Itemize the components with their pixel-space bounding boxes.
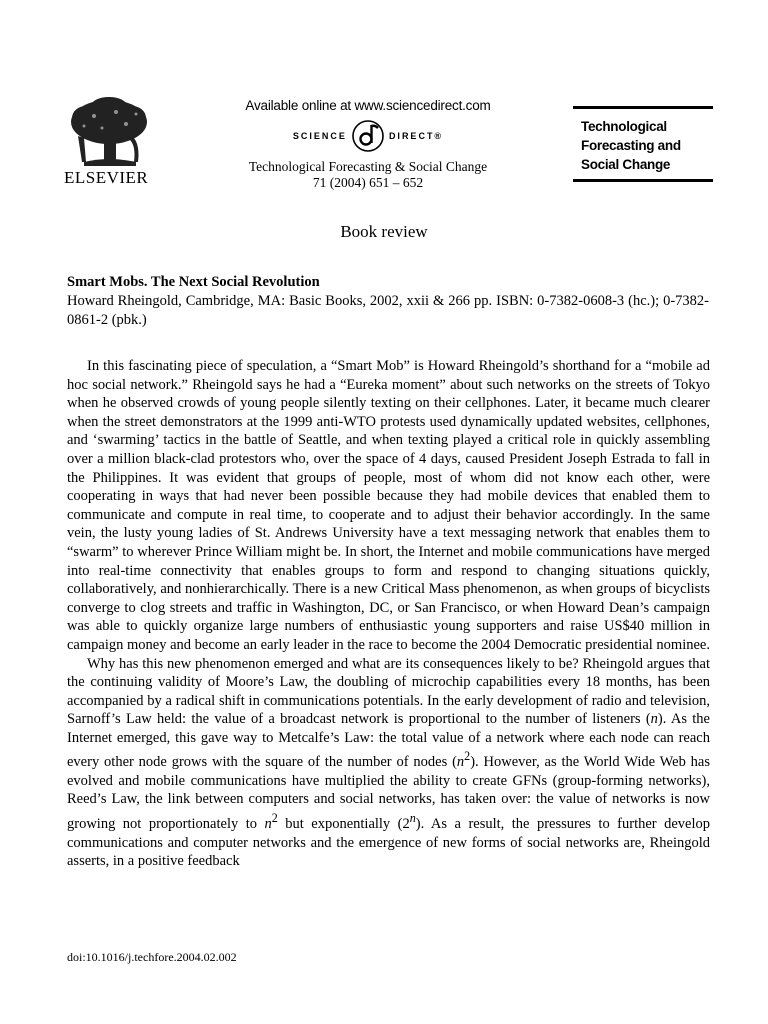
journal-logo-line-1: Technological [581,119,667,134]
book-bibliographic-info: Howard Rheingold, Cambridge, MA: Basic Books, 2002, xxii & 266 pp. ISBN: 0-7382-0608-3 (hc.); 0-7382-0861-2 (pbk.) [67,293,709,328]
sciencedirect-logo [200,119,536,153]
p2-exponent-n: n [409,811,416,826]
masthead [200,98,536,191]
p2-var-n: n [456,754,465,771]
p2-text-e: ). As a result, the pressures to further develop communications and computer networks and the emergence of new forms of social networks are, Rheingold asserts, in a positive feedback [67,815,711,870]
paragraph-2 [67,655,710,871]
publisher-name: ELSEVIER [64,168,149,187]
sd-right-text: DIRECT® [388,131,444,141]
paragraph-1: In this fascinating piece of speculation, a “Smart Mob” is Howard Rheingold’s shorthand for a “mobile ad hoc social network.” Rheingold says he had a “Eureka moment” about such networks on the streets of Tokyo when he observed crowds of young people silently texting on their cellphones. Later, it became much clearer when the street demonstrators at the 1999 anti-WTO protests used dynamically updated websites, cellphones, and ‘swarming’ tactics in the battle of Seattle, and when texting played a critical role in quickly assembling over a million black-clad protestors who, over the space of 4 days, caused President Joseph Estrada to fall in the Philippines. It was evident that groups of people, most of whom did not know each other, were cooperating in ways that had never been possible because they had mobile devices that enabled them to communicate and compute in real time, to cooperate and to adjust their behavior accordingly. In the same vein, the lusty young ladies of St. Andrews University have a text messaging network that enables them to “swarm” to wherever Prince William might be. In short, the Internet and mobile communications have merged into real-time connectivity that enables groups to form and respond to changing situations quickly, collaboratively, and nonhierarchically. There is a new Critical Mass phenomenon, as when groups of bicyclists converge to clog streets and traffic in Washington, DC, or San Francisco, or when Howard Dean’s campaign was able to quickly organize large numbers of enthusiastic young supporters and raise US$40 million in campaign money and become an early leader in the race to become the 2004 Democratic presidential nominee. [67,358,710,653]
p2-exponent: 2 [271,811,278,826]
sd-left-text: SCIENCE [292,131,347,141]
elsevier-tree-logo [64,96,154,168]
journal-logo-line-2: Forecasting and [581,138,681,153]
sciencedirect-d-icon [351,119,385,153]
p2-exponent: 2 [464,749,471,764]
p2-text-d: but exponentially (2 [277,815,410,832]
p2-text-a: Why has this new phenomenon emerged and what are its consequences likely to be? Rheingold argues that the continuing validity of Moore’s Law, the doubling of microchip capabilities every 18 months, has been accompanied by a radical shift in communications potentials. In the early development of radio and television, Sarnoff’s Law held: the value of a broadcast network is proportional to the number of listeners ( [67,655,710,728]
review-body [67,357,710,871]
journal-logo-line-3: Social Change [581,157,671,172]
doi-link[interactable]: doi:10.1016/j.techfore.2004.02.002 [67,950,237,964]
p2-text-c: ). However, as the World Wide Web has evolved and mobile communications have multiplied the ability to create GFNs (group-forming networks), Reed’s Law, the link between computers and social networks, has taken over: the value of networks is now growing not proportionately to [67,754,710,832]
journal-title-logo [573,106,713,182]
section-title: Book review [340,222,428,241]
p2-var-n: n [650,711,658,728]
volume-pages: 71 (2004) 651 – 652 [312,175,424,190]
p2-text-b: ). As the Internet emerged, this gave way to Metcalfe’s Law: the total value of a network where each node can reach every other node grows with the square of the number of nodes ( [67,711,710,771]
p2-var-n: n [264,815,272,832]
journal-citation: Technological Forecasting & Social Change [248,159,488,174]
available-online-text: Available online at www.sciencedirect.com [245,98,491,113]
book-title: Smart Mobs. The Next Social Revolution [67,274,320,290]
